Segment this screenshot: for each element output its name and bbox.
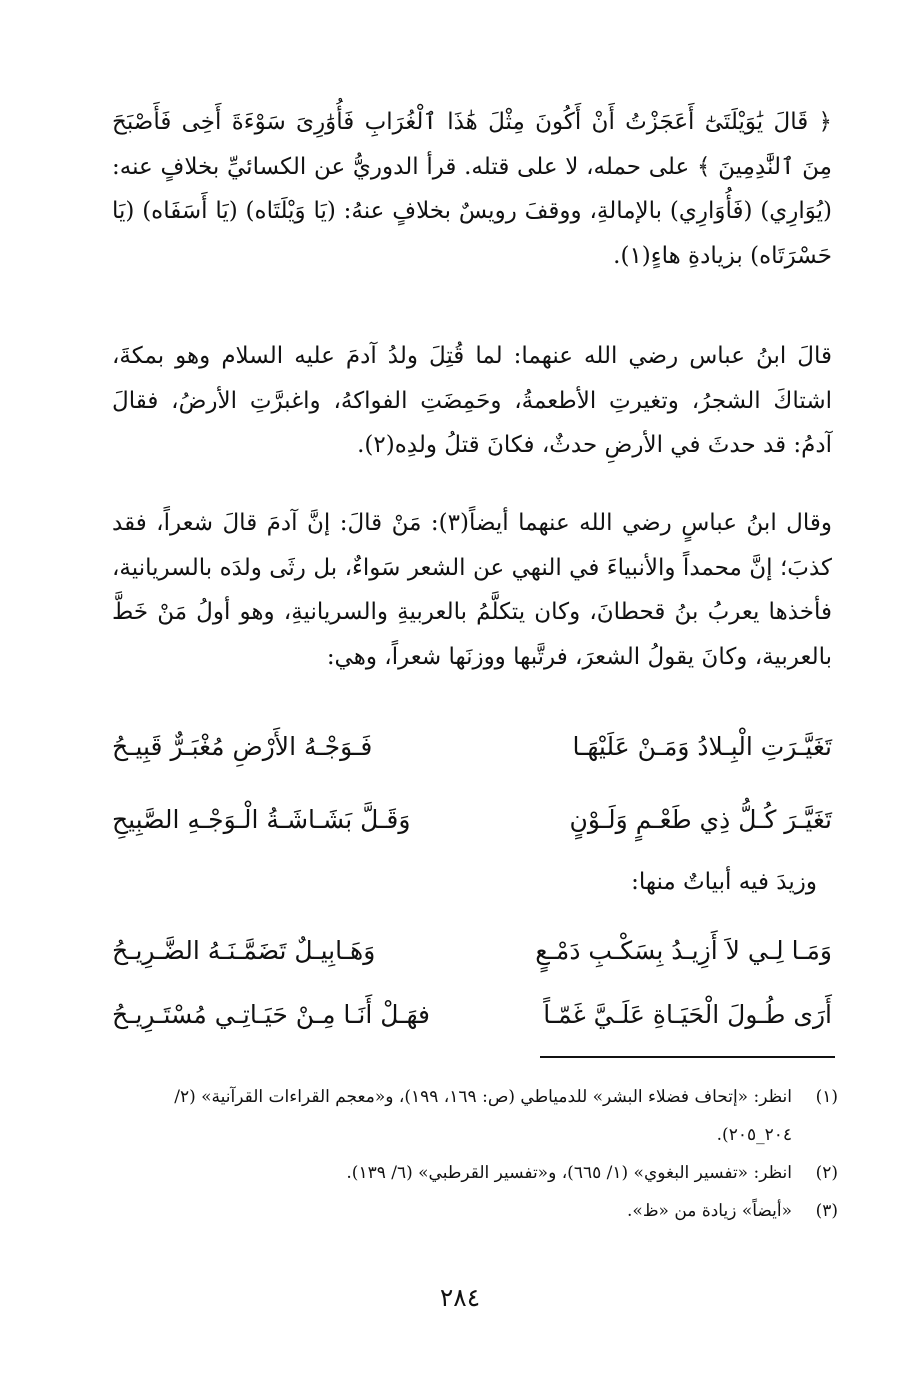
footnote-item <box>112 1154 838 1192</box>
poem-verse <box>112 795 832 845</box>
footnote-item <box>112 1078 838 1154</box>
verse-second-hemistich: فَـوَجْـهُ الأَرْضِ مُغْبَـرٌّ قَبِيـحُ <box>112 732 373 761</box>
paragraph-quran-verse-commentary: ﴿ قَالَ يَٰوَيْلَتَىٰٓ أَعَجَزْتُ أَنْ أَكُونَ مِثْلَ هَٰذَا ٱلْغُرَابِ فَأُوَٰرِىَ سَوْءَةَ أَخِى فَأَصْبَحَ مِنَ ٱلنَّٰدِمِينَ ﴾ على حمله، لا على قتله. قرأ الدوريُّ عن الكسائيِّ بخلافٍ عنه: (يُوَارِي) (فَأُوَارِي) بالإمالةِ، ووقفَ رويسٌ بخلافٍ عنهُ: (يَا وَيْلَتَاه) (يَا أَسَفَاه) (يَا حَسْرَتَاه) بزيادةِ هاءٍ(١). <box>112 109 832 269</box>
footnotes <box>112 1078 838 1230</box>
footnote-text: انظر: «تفسير البغوي» (١/ ٦٦٥)، و«تفسير القرطبي» (٦/ ١٣٩). <box>346 1163 792 1183</box>
poem-verse <box>112 722 832 772</box>
paragraph-adam-poetry-narration: وقال ابنُ عباسٍ رضي الله عنهما أيضاً(٣): مَنْ قالَ: إنَّ آدمَ قالَ شعراً، فقد كذبَ؛ إنَّ محمداً والأنبياءَ في النهي عن الشعر سَواءٌ، بل رثَى ولدَه بالسريانية، فأخذها يعربُ بنُ قحطانَ، وكان يتكلَّمُ بالعربيةِ والسريانيةِ، وهو أولُ مَنْ خَطَّ بالعربية، وكانَ يقولُ الشعرَ، فرتَّبها ووزنَها شعراً، وهي: <box>112 510 832 670</box>
verse-first-hemistich: أَرَى طُـولَ الْحَيَـاةِ عَلَـيَّ غَمّـاً <box>543 1000 832 1029</box>
footnote-number: (٣) <box>815 1201 838 1221</box>
footnote-text: «أيضاً» زيادة من «ظ». <box>627 1201 792 1221</box>
footnote-separator <box>540 1056 835 1058</box>
poem-verse <box>112 926 832 976</box>
footnote-text: انظر: «إتحاف فضلاء البشر» للدمياطي (ص: ١٦٩، ١٩٩)، و«معجم القراءات القرآنية» (٢/ ٢٠٤_٢٠٥). <box>174 1087 792 1145</box>
footnote-item <box>112 1192 838 1230</box>
paragraph-ibn-abbas-narration: قالَ ابنُ عباس رضي الله عنهما: لما قُتِلَ ولدُ آدمَ عليه السلام وهو بمكةَ، اشتاكَ الشجرُ، وتغيرتِ الأطعمةُ، وحَمِضَتِ الفواكهُ، واغبرَّتِ الأرضُ، فقالَ آدمُ: قد حدثَ في الأرضِ حدثٌ، فكانَ قتلُ ولدِه(٢). <box>112 343 832 458</box>
verse-first-hemistich: وَمَـا لِـي لاَ أَزِيـدُ بِسَكْـبِ دَمْـعٍ <box>535 936 832 965</box>
poem-verse <box>112 990 832 1040</box>
verse-first-hemistich: تَغَيَّـرَتِ الْبِـلادُ وَمَـنْ عَلَيْهَـا <box>572 732 832 761</box>
verse-second-hemistich: وَهَـابِيـلٌ تَضَمَّـنَـهُ الضَّـرِيـحُ <box>112 936 376 965</box>
footnote-number: (١) <box>815 1087 838 1107</box>
verse-first-hemistich: تَغَيَّـرَ كُـلُّ ذِي طَعْـمٍ وَلَـوْنٍ <box>569 805 832 834</box>
verse-intro-line: وزيدَ فيه أبياتٌ منها: <box>631 869 817 895</box>
verse-second-hemistich: وَقَـلَّ بَشَـاشَـةُ الْـوَجْـهِ الصَّبِيحِ <box>112 805 411 834</box>
footnote-number: (٢) <box>815 1163 838 1183</box>
verse-second-hemistich: فهَـلْ أَنَـا مِـنْ حَيَـاتِـي مُسْتَـرِيـحُ <box>112 1000 430 1029</box>
page-number: ٢٨٤ <box>439 1283 481 1312</box>
